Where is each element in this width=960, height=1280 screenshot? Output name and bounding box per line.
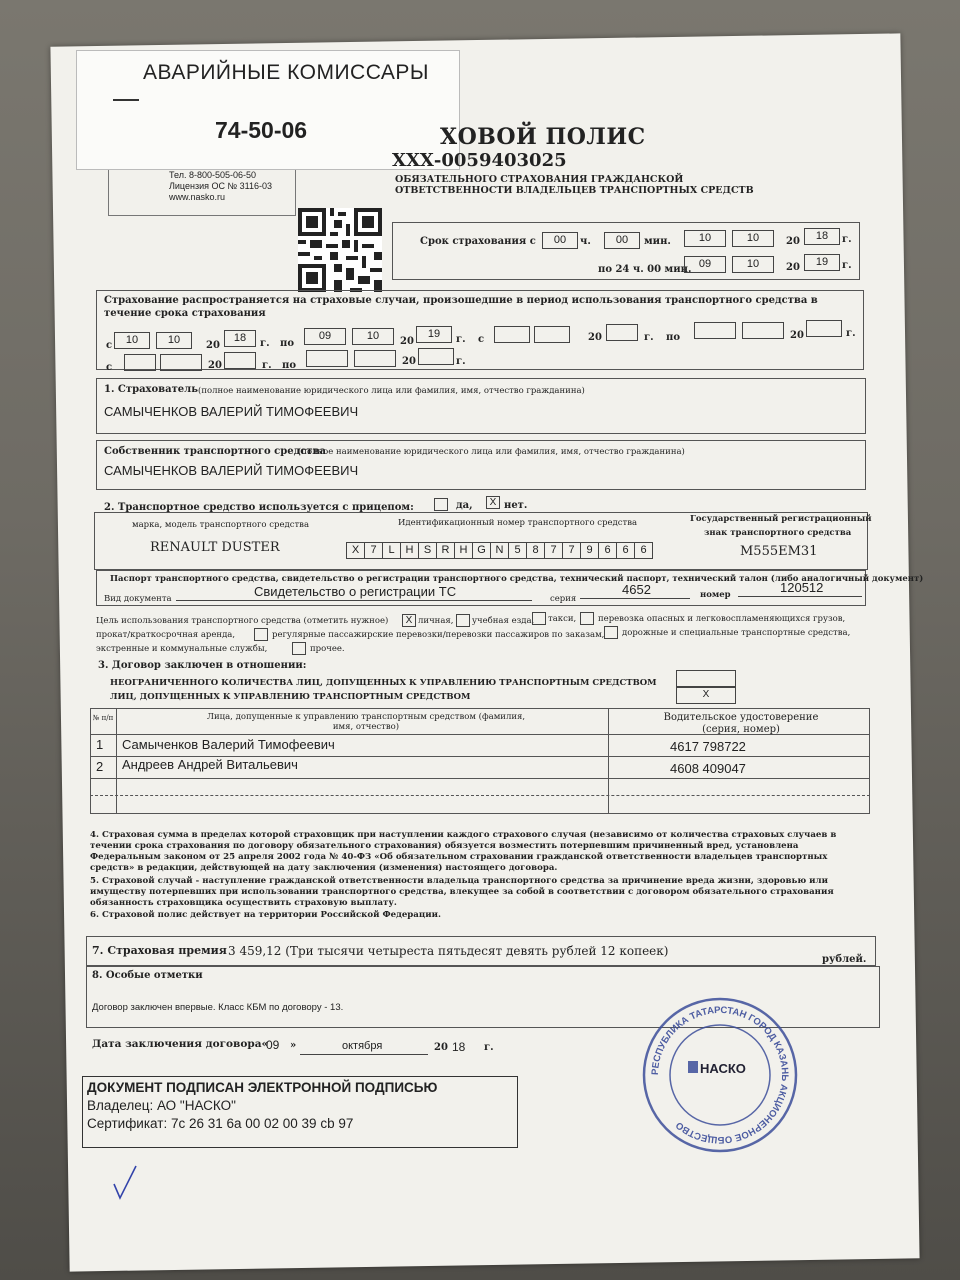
vin-char: L bbox=[382, 542, 400, 559]
company-stamp bbox=[640, 995, 800, 1155]
minutes-unit: мин. bbox=[644, 236, 671, 247]
digit bbox=[306, 350, 348, 367]
date-year: 18 bbox=[452, 1040, 466, 1054]
po-label: по bbox=[280, 338, 294, 349]
usage-other-checkbox bbox=[292, 642, 306, 655]
stamp-brand: НАСКО bbox=[700, 1061, 746, 1076]
model-value: RENAULT DUSTER bbox=[150, 540, 280, 555]
signature-owner: Владелец: АО "НАСКО" bbox=[87, 1098, 236, 1113]
trailer-label: 2. Транспортное средство используется с прицепом: bbox=[104, 502, 414, 513]
period2-from-month bbox=[534, 326, 571, 343]
col-num-header: № п/п bbox=[92, 714, 114, 722]
usage-road-checkbox bbox=[604, 626, 618, 639]
vin-char: H bbox=[454, 542, 472, 559]
century: 20 bbox=[208, 360, 222, 371]
row-number: 1 bbox=[96, 737, 104, 752]
insurer-phone: Тел. 8-800-505-06-50 bbox=[169, 170, 256, 180]
year-unit: г. bbox=[456, 356, 466, 367]
signature-certificate: Сертификат: 7с 26 31 6а 00 02 00 39 cb 97 bbox=[87, 1116, 354, 1131]
hours-unit: ч. bbox=[580, 236, 591, 247]
period3-from-year bbox=[224, 352, 257, 369]
digit: 18 bbox=[224, 330, 256, 347]
document-title: Паспорт транспортного средства, свидетельство о регистрации транспортного средства, технический паспорт, технический талон (либо аналогичный документ) bbox=[110, 574, 924, 584]
digit bbox=[224, 352, 256, 369]
signature-title: ДОКУМЕНТ ПОДПИСАН ЭЛЕКТРОННОЙ ПОДПИСЬЮ bbox=[87, 1080, 438, 1095]
digit: 10 bbox=[684, 230, 726, 247]
usage-other: прочее. bbox=[310, 644, 345, 654]
series-label: серия bbox=[550, 594, 577, 604]
period2-to-day bbox=[694, 322, 737, 339]
period3-to-year bbox=[418, 348, 455, 365]
vin-char: 8 bbox=[526, 542, 544, 559]
insured-value: САМЫЧЕНКОВ ВАЛЕРИЙ ТИМОФЕЕВИЧ bbox=[104, 404, 359, 419]
date-label: Дата заключения договора« bbox=[92, 1038, 269, 1050]
usage-road: дорожные и специальные транспортные средства, bbox=[622, 628, 851, 638]
year-unit: г. bbox=[842, 234, 852, 245]
period2-to-month bbox=[742, 322, 785, 339]
c-label: с bbox=[106, 362, 113, 373]
period3-to-day bbox=[306, 350, 349, 367]
year-unit: г. bbox=[262, 360, 272, 371]
insurer-contacts bbox=[108, 170, 296, 216]
period1-to-day bbox=[304, 328, 347, 345]
digit: 10 bbox=[732, 230, 774, 247]
period2-from-day bbox=[494, 326, 531, 343]
policy-serial: ХХХ-0059403025 bbox=[392, 150, 567, 171]
trailer-yes-checkbox bbox=[434, 498, 448, 511]
insurer-license: Лицензия ОС № 3116-03 bbox=[169, 181, 273, 191]
digit: 19 bbox=[804, 254, 840, 271]
century: 20 bbox=[588, 332, 602, 343]
period3-from-month bbox=[160, 354, 203, 371]
century: 20 bbox=[786, 262, 800, 273]
period1-to-year bbox=[416, 326, 453, 343]
vin-char: 7 bbox=[562, 542, 580, 559]
term-to-month bbox=[732, 256, 775, 273]
row-driver-name: Самыченков Валерий Тимофеевич bbox=[122, 737, 335, 752]
premium-value: 3 459,12 (Три тысячи четыреста пятьдесят девять рублей 12 копеек) bbox=[228, 944, 669, 958]
term-from-year bbox=[804, 228, 841, 245]
po-label: по bbox=[282, 360, 296, 371]
vin-char: 5 bbox=[508, 542, 526, 559]
plate-label-1: Государственный регистрационный bbox=[690, 514, 872, 524]
table-row bbox=[90, 735, 870, 757]
qr-code bbox=[298, 208, 382, 292]
number-value: 120512 bbox=[780, 580, 824, 595]
table-row bbox=[90, 779, 870, 796]
po-label: по bbox=[666, 332, 680, 343]
trailer-no-checkbox: X bbox=[486, 496, 500, 509]
digit bbox=[806, 320, 842, 337]
insurer-site: www.nasko.ru bbox=[169, 192, 226, 202]
model-label: марка, модель транспортного средства bbox=[132, 520, 310, 530]
date-month-line bbox=[300, 1054, 428, 1055]
period1-from-day bbox=[114, 332, 151, 349]
digit bbox=[742, 322, 784, 339]
owner-hint: (полное наименование юридического лица или фамилия, имя, отчество гражданина) bbox=[298, 447, 685, 457]
century: 20 bbox=[400, 336, 414, 347]
term-to-day bbox=[684, 256, 727, 273]
period3-to-month bbox=[354, 350, 397, 367]
number-line bbox=[738, 596, 862, 597]
sticker-phone: 74-50-06 bbox=[215, 117, 308, 143]
c-label: с bbox=[478, 334, 485, 345]
usage-passenger-checkbox bbox=[254, 628, 268, 641]
vin-char: S bbox=[418, 542, 436, 559]
row-driver-name: Андреев Андрей Витальевич bbox=[122, 757, 298, 772]
century: 20 bbox=[786, 236, 800, 247]
row-license: 4608 409047 bbox=[670, 761, 746, 776]
plate-value: М555ЕМ31 bbox=[740, 544, 818, 559]
trailer-yes-label: да, bbox=[456, 500, 473, 511]
vin-char: N bbox=[490, 542, 508, 559]
vin-char: 6 bbox=[616, 542, 634, 559]
usage-rental: прокат/краткосрочная аренда, bbox=[96, 630, 236, 640]
date-month: октября bbox=[342, 1040, 383, 1052]
vin-char: G bbox=[472, 542, 490, 559]
period3-from-day bbox=[124, 354, 157, 371]
col-license-header: Водительское удостоверение (серия, номер) bbox=[663, 712, 819, 735]
usage-training-checkbox bbox=[456, 614, 470, 627]
owner-value: САМЫЧЕНКОВ ВАЛЕРИЙ ТИМОФЕЕВИЧ bbox=[104, 463, 359, 478]
vin-char: 7 bbox=[364, 542, 382, 559]
electronic-signature-block bbox=[82, 1076, 518, 1148]
premium-label: 7. Страховая премия bbox=[92, 944, 227, 957]
special-label: 8. Особые отметки bbox=[92, 970, 203, 981]
year-unit: г. bbox=[456, 334, 466, 345]
term-from-hours bbox=[542, 232, 579, 249]
number-label: номер bbox=[700, 590, 731, 600]
contract-limited-box: X bbox=[676, 686, 736, 704]
usage-personal-checkbox: X bbox=[402, 614, 416, 627]
document-kind-line bbox=[176, 600, 532, 601]
digit bbox=[534, 326, 570, 343]
vin-char: 9 bbox=[580, 542, 598, 559]
sticker-dash bbox=[113, 99, 139, 101]
vin-char: X bbox=[346, 542, 364, 559]
term-from-minutes bbox=[604, 232, 641, 249]
digit: 00 bbox=[542, 232, 578, 249]
digit: 10 bbox=[732, 256, 774, 273]
row-number: 2 bbox=[96, 759, 104, 774]
date-day: 09 bbox=[266, 1038, 280, 1052]
plate-label-2: знак транспортного средства bbox=[704, 528, 852, 538]
contract-unlimited: НЕОГРАНИЧЕННОГО КОЛИЧЕСТВА ЛИЦ, ДОПУЩЕННЫХ К УПРАВЛЕНИЮ ТРАНСПОРТНЫМ СРЕДСТВОМ bbox=[110, 678, 657, 688]
term-from-label: Срок страхования с bbox=[420, 236, 536, 247]
col-name-header: Лица, допущенные к управлению транспортным средством (фамилия, имя, отчество) bbox=[206, 712, 526, 732]
contract-limited: ЛИЦ, ДОПУЩЕННЫХ К УПРАВЛЕНИЮ ТРАНСПОРТНЫМ СРЕДСТВОМ bbox=[110, 692, 471, 702]
term-to-year bbox=[804, 254, 841, 271]
period1-to-month bbox=[352, 328, 395, 345]
digit: 09 bbox=[684, 256, 726, 273]
period1-from-month bbox=[156, 332, 193, 349]
term-from-day bbox=[684, 230, 727, 247]
digit bbox=[354, 350, 396, 367]
term-from-month bbox=[732, 230, 775, 247]
contract-label: 3. Договор заключен в отношении: bbox=[98, 660, 307, 671]
usage-emergency: экстренные и коммунальные службы, bbox=[96, 644, 268, 654]
row-license: 4617 798722 bbox=[670, 739, 746, 754]
vin-char: R bbox=[436, 542, 454, 559]
trailer-no-label: нет. bbox=[504, 500, 528, 511]
period2-from-year bbox=[606, 324, 639, 341]
digit: 19 bbox=[416, 326, 452, 343]
usage-label: Цель использования транспортного средства (отметить нужное) bbox=[96, 616, 389, 626]
policy-title: ХОВОЙ ПОЛИС bbox=[440, 124, 646, 150]
usage-dangerous: перевозка опасных и легковоспламеняющихся грузов, bbox=[598, 614, 846, 624]
century: 20 bbox=[402, 356, 416, 367]
century: 20 bbox=[790, 330, 804, 341]
vin-char: 7 bbox=[544, 542, 562, 559]
digit bbox=[694, 322, 736, 339]
term-to-label: по 24 ч. 00 мин. bbox=[598, 264, 692, 275]
vin-char: 6 bbox=[634, 542, 653, 559]
digit bbox=[124, 354, 156, 371]
usage-personal: личная, bbox=[418, 616, 454, 626]
series-value: 4652 bbox=[622, 582, 651, 597]
owner-label: Собственник транспортного средства bbox=[104, 446, 326, 457]
sticker-title: АВАРИЙНЫЕ КОМИССАРЫ bbox=[143, 61, 430, 84]
vin-label: Идентификационный номер транспортного средства bbox=[398, 518, 638, 528]
usage-taxi: такси, bbox=[548, 614, 577, 624]
digit: 09 bbox=[304, 328, 346, 345]
special-text: Договор заключен впервые. Класс КБМ по договору - 13. bbox=[92, 1002, 344, 1013]
period2-to-year bbox=[806, 320, 843, 337]
series-line bbox=[580, 598, 690, 599]
vin-char: 6 bbox=[598, 542, 616, 559]
vin-cells bbox=[346, 542, 653, 559]
date-century: 20 bbox=[434, 1042, 448, 1053]
digit bbox=[160, 354, 202, 371]
century: 20 bbox=[206, 340, 220, 351]
policy-subtitle: ОБЯЗАТЕЛЬНОГО СТРАХОВАНИЯ ГРАЖДАНСКОЙ ОТВЕТСТВЕННОСТИ ВЛАДЕЛЬЦЕВ ТРАНСПОРТНЫХ СРЕДСТВ bbox=[395, 174, 754, 196]
usage-passenger: регулярные пассажирские перевозки/перевозки пассажиров по заказам, bbox=[272, 630, 605, 640]
digit bbox=[494, 326, 530, 343]
digit: 10 bbox=[352, 328, 394, 345]
note-5: 5. Страховой случай - наступление гражданской ответственности владельца транспортного средства за причинение вреда жизни, здоровью или имуществу потерпевших при использовании транспортного средства, влекущее за собой в соответствии с договором обязательного страхования обязанность страховщика осуществить страховую выплату. bbox=[90, 876, 834, 908]
date-close: » bbox=[290, 1040, 297, 1051]
digit bbox=[418, 348, 454, 365]
year-unit: г. bbox=[260, 338, 270, 349]
document-kind-label: Вид документа bbox=[104, 594, 172, 604]
digit bbox=[606, 324, 638, 341]
insured-hint: (полное наименование юридического лица или фамилия, имя, отчество гражданина) bbox=[198, 386, 585, 396]
year-unit: г. bbox=[644, 332, 654, 343]
note-4: 4. Страховая сумма в пределах которой страховщик при наступлении каждого страхового случая (независимо от количества страховых случаев в течении срока страхования по договору обязательного страхования) обязуется возместить потерпевшим причиненный вред, установлена Федеральным законом от 25 апреля 2002 года № 40-ФЗ «Об обязательном страховании гражданской ответственности владельцев транспортных средств» в редакции, действующей на дату заключения (изменения) настоящего договора. bbox=[90, 830, 837, 873]
document-kind: Свидетельство о регистрации ТС bbox=[254, 584, 457, 599]
table-row bbox=[90, 757, 870, 779]
handwritten-check-mark bbox=[110, 1162, 140, 1202]
period-text: Страхование распространяется на страховые случаи, произошедшие в период использования транспортного средства в течение срока страхования bbox=[104, 295, 818, 319]
c-label: с bbox=[106, 340, 113, 351]
insured-label: 1. Страхователь bbox=[104, 384, 199, 395]
digit: 10 bbox=[114, 332, 150, 349]
digit: 00 bbox=[604, 232, 640, 249]
digit: 10 bbox=[156, 332, 192, 349]
stamp-ring-text: РЕСПУБЛИКА ТАТАРСТАН ГОРОД КАЗАНЬ АКЦИОНЕРНОЕ ОБЩЕСТВО bbox=[649, 1004, 791, 1146]
digit: 18 bbox=[804, 228, 840, 245]
vin-char: H bbox=[400, 542, 418, 559]
year-unit: г. bbox=[842, 260, 852, 271]
date-g: г. bbox=[484, 1042, 494, 1053]
note-6: 6. Страховой полис действует на территории Российской Федерации. bbox=[90, 910, 441, 920]
usage-taxi-checkbox bbox=[532, 612, 546, 625]
usage-dangerous-checkbox bbox=[580, 612, 594, 625]
period1-from-year bbox=[224, 330, 257, 347]
year-unit: г. bbox=[846, 328, 856, 339]
usage-training: учебная езда, bbox=[472, 616, 535, 626]
premium-unit: рублей. bbox=[822, 954, 867, 965]
